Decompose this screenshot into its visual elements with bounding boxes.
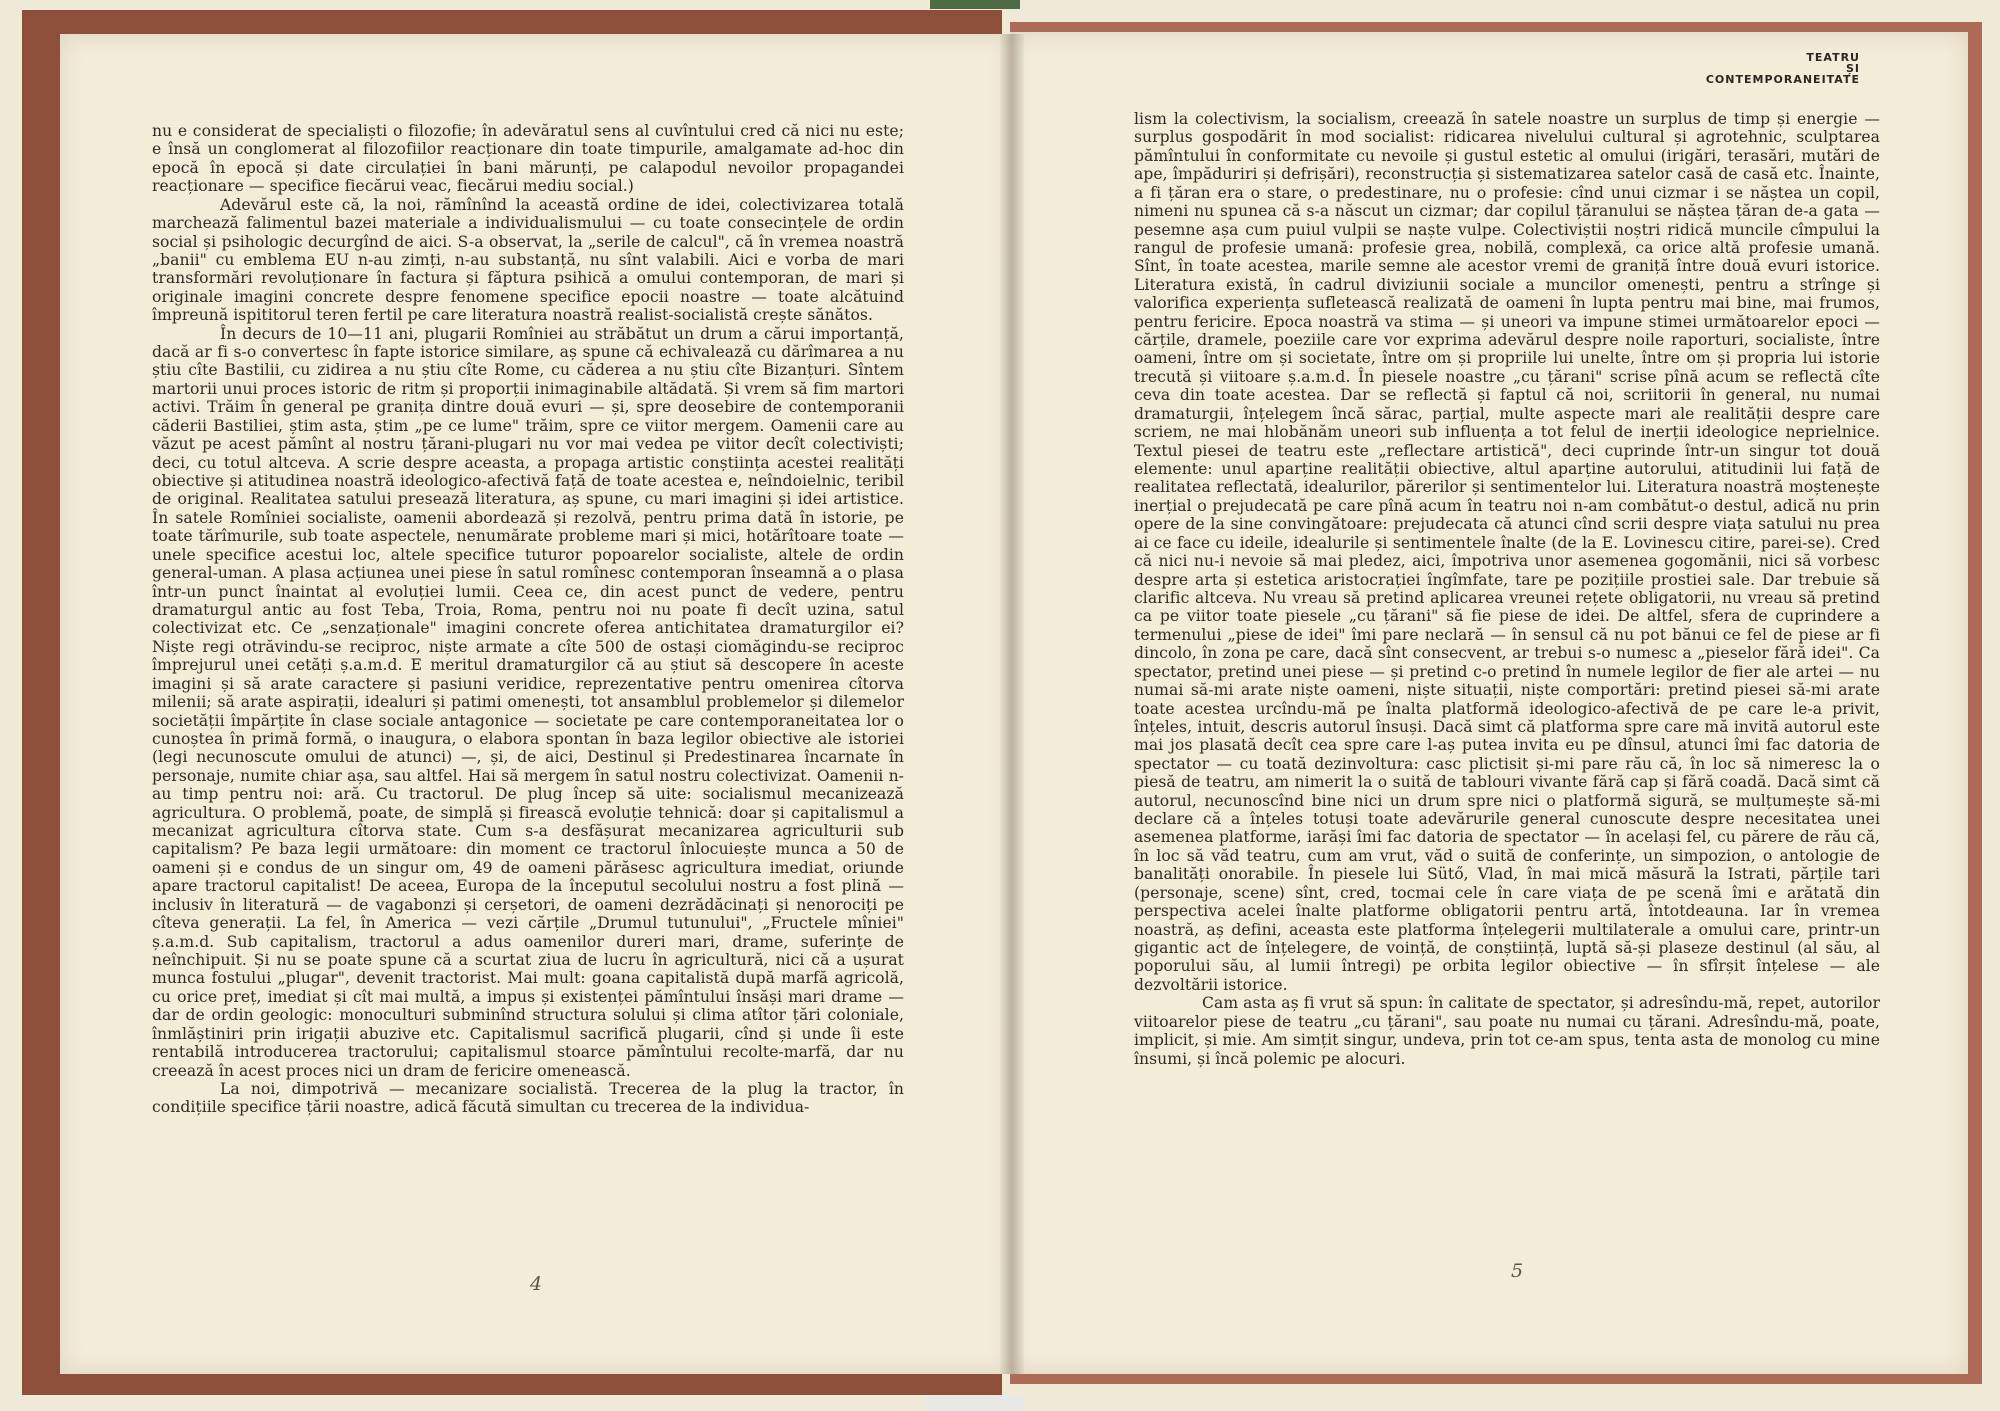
left-paragraph-3: În decurs de 10—11 ani, plugarii Romîniei au străbătut un drum a cărui importanță, dacă ar fi s-o convertesc în fapte istorice similare, aș spune că echivalează cu dărîmarea a nu știu cîte Bastilii, cu zidirea a nu știu cîte Rome, cu căderea a nu știu cîte Bizanțuri. Sîntem martorii unui proces istoric de ritm și proporții inimaginabile altădată. Și vrem să fim martori activi. Trăim în general pe granița dintre două evuri — și, spre deosebire de contemporanii căderii Bastiliei, știm asta, știm „pe ce lume" trăim, spre ce viitor mergem. Oamenii care au văzut pe acest pămînt al nostru țărani-plugari nu vor mai vedea pe viitor decît colectiviști; deci, cu totul altceva. A scrie despre aceasta, a propaga artistic conștiința acestei realități obiective și atitudinea noastră ideologico-afectivă față de toate acestea e, neîndoielnic, teribil de original. Realitatea satului presează literatura, aș spune, cu mari imagini și idei artistice. În satele Romîniei socialiste, oamenii abordează și rezolvă, pentru prima dată în istorie, pe toate tărîmurile, sub toate aspectele, nenumărate probleme mari și mici, hotărîtoare toate — unele specifice acestui loc, altele specifice tuturor popoarelor socialiste, altele de ordin general-uman. A plasa acțiunea unei piese în satul romînesc contemporan înseamnă a o plasa într-un punct înaintat al evoluției lumii. Ceea ce, din acest punct de vedere, pentru dramaturgul antic au fost Teba, Troia, Roma, pentru noi nu poate fi decît uzina, satul colectivizat etc. Ce „senzaționale" imagini concrete oferea antichitatea dramaturgilor ei? Niște regi otrăvindu-se reciproc, niște armate a cîte 500 de ostași ciomăgindu-se reciproc împrejurul unei cetăți ș.a.m.d. E meritul dramaturgilor că au știut să descopere în aceste imagini și să arate caractere și pasiuni veridice, reprezentative pentru omenirea cîtorva milenii; să arate aspirații, idealuri și patimi omenești, tot ansamblul problemelor și dilemelor societății împărțite în clase sociale antagonice — societate pe care contemporaneitatea lor o cunoștea în primă formă, o inaugura, o elabora spontan în baza legilor obiective ale istoriei (legi necunoscute omului de atunci) —, și, de aici, Destinul și Predestinarea încarnate în personaje, numite chiar așa, sau altfel. Hai să mergem în satul nostru colectivizat. Oamenii n-au timp pentru noi: ară. Cu tractorul. De plug încep să uite: socialismul mecanizează agricultura. O problemă, poate, de simplă și firească evoluție tehnică: doar și capitalismul a mecanizat agricultura cîtorva state. Cum s-a desfășurat mecanizarea agriculturii sub capitalism? Pe baza legii următoare: din moment ce tractorul înlocuiește munca a 50 de oameni și e condus de un singur om, 49 de oameni părăsesc agricultura imediat, oriunde apare tractorul capitalist! De aceea, Europa de la începutul secolului nostru a fost plină — inclusiv în literatură — de vagabonzi și cerșetori, de oameni dezrădăcinați și nenorociți pe cîteva generații. La fel, în America — vezi cărțile „Drumul tutunului", „Fructele mîniei" ș.a.m.d. Sub capitalism, tractorul a adus oamenilor dureri mari, drame, suferințe de neînchipuit. Și nu se poate spune că a scurtat ziua de lucru în agricultură, nici că a ușurat munca fostului „plugar", devenit tractorist. Mai mult: goana capitalistă după marfă agricolă, cu orice preț, imediat și cît mai multă, a impus și existenței pămîntului însăși mari drame — dar de ordin geologic: monoculturi subminînd structura solului și clima atîtor țări coloniale, înmlăștiniri prin irigații abuzive etc. Capitalismul sacrifică plugarii, cînd și unde îi este rentabilă introducerea tractorului; capitalismul stoarce pămîntului recolte-marfă, dar nu creează în acest proces nici un dram de fericire omenească. — [152, 324, 904, 1080]
running-head-line-3: CONTEMPORANEITATE — [1705, 73, 1860, 86]
page-number-left: 4 — [530, 1273, 543, 1295]
right-page-text — [1134, 110, 1880, 1068]
right-paragraph-2: Cam asta aș fi vrut să spun: în calitate de spectator, și adresîndu-mă, repet, autorilor viitoarelor piese de teatru „cu țărani", sau poate nu numai cu țărani. Adresîndu-mă, poate, implicit, și mie. Am simțit singur, undeva, prin tot ce-am spus, tenta asta de monolog cu mine însumi, și încă polemic pe alocuri. — [1134, 994, 1880, 1068]
left-paragraph-1: nu e considerat de specialiști o filozofie; în adevăratul sens al cuvîntului cred că nici nu este; e însă un conglomerat al filozofiilor reacționare din toate timpurile, amalgamate ad-hoc din epocă în epocă și date circulației în bani mărunți, pe calapodul nevoilor propagandei reacționare — specifice fiecărui veac, fiecărui mediu social.) — [152, 122, 904, 196]
running-head-line-1: TEATRU — [1806, 51, 1860, 64]
left-paragraph-2: Adevărul este că, la noi, rămînînd la această ordine de idei, colectivizarea totală marchează falimentul bazei materiale a individualismului — cu toate consecințele de ordin social și psihologic decurgînd de aici. S-a observat, la „serile de calcul", că în vremea noastră „banii" cu emblema EU n-au zimți, n-au substanță, nu sînt valabili. Aici e vorba de mari transformări revoluționare în factura și făptura psihică a omului contemporan, de mari și originale imagini concrete despre fenomene specifice epocii noastre — toate alcătuind împreună ispititorul teren fertil pe care literatura noastră realist-socialistă crește sănătos. — [152, 195, 904, 325]
book-spine-edge — [930, 0, 1020, 9]
book-gutter — [1000, 34, 1024, 1374]
running-head-line-2: ȘI — [1845, 62, 1860, 75]
running-head — [1640, 52, 1860, 85]
page-number-right: 5 — [1511, 1260, 1524, 1282]
left-page-text — [152, 122, 904, 1117]
right-paragraph-1: lism la colectivism, la socialism, creează în satele noastre un surplus de timp și energie — surplus gospodărit în mod socialist: ridicarea nivelului cultural și agrotehnic, sculptarea pămîntului în conformitate cu nevoile și gustul estetic al omului (irigări, terasări, mutări de ape, împăduriri și defrișări), reconstrucția și sistematizarea satelor casă de casă etc. Înainte, a fi țăran era o stare, o predestinare, nu o profesie: cînd unui cizmar i se năștea un copil, nimeni nu spunea că s-a născut un cizmar; dar copilul țăranului se năștea țăran de-a gata — pesemne așa cum puiul vulpii se naște vulpe. Colectiviștii noștri ridică muncile cîmpului la rangul de profesie umană: profesie grea, nobilă, complexă, ca orice altă profesie umană. Sînt, în toate acestea, marile semne ale acestor vremi de graniță între două evuri istorice. Literatura există, în cadrul diviziunii sociale a muncilor omenești, pentru a strînge și valorifica experiența sufletească realizată de oameni în lupta pentru mai bine, mai frumos, pentru fericire. Epoca noastră va stima — și uneori va impune stimei următoarelor epoci — cărțile, dramele, poeziile care vor exprima adevărul despre noile raporturi, socialiste, între oameni, între om și societate, între om și propriile lui unelte, între om și propria lui istorie trecută și viitoare ș.a.m.d. În piesele noastre „cu țărani" scrise pînă acum se reflectă cîte ceva din toate acestea. Dar se reflectă și faptul că noi, scriitorii în general, nu numai dramaturgii, înțelegem încă sărac, parțial, multe aspecte mari ale realității despre care scriem, ne mai hlobănăm uneori sub influența a tot felul de inerții ideologice neprielnice. Textul piesei de teatru este „reflectare artistică", deci cuprinde într-un singur tot două elemente: unul aparține realității obiective, altul aparține autorului, atitudinii lui față de realitatea reflectată, idealurilor, părerilor și sentimentelor lui. Literatura noastră moștenește inerțial o prejudecată pe care pînă acum în teatru noi n-am combătut-o destul, adică nu prin opere de la sine convingătoare: prejudecata că atunci cînd scrii despre viața satului nu prea ai ce face cu ideile, idealurile și sentimentele înalte (de la E. Lovinescu citire, parei-se). Cred că nici nu-i nevoie să mai pledez, aici, împotriva unor asemenea gogomănii, nici să vorbesc despre arta și estetica aristocrației îngîmfate, tare pe pozițiile prostiei sale. Dar trebuie să clarific altceva. Nu vreau să pretind aplicarea vreunei rețete obligatorii, nu vreau să pretind ca pe viitor toate piesele „cu țărani" să fie piese de idei. De altfel, sfera de cuprindere a termenului „piese de idei" îmi pare neclară — în sensul că nu pot bănui ce fel de piese ar fi dincolo, în zona pe care, dacă sînt consecvent, ar trebui s-o numesc a „pieselor fără idei". Ca spectator, pretind unei piese — și pretind c-o pretind în numele legilor de fier ale artei — nu numai să-mi arate niște oameni, niște situații, niște comportări: pretind piesei să-mi arate toate acestea urcîndu-mă pe înalta platformă ideologico-afectivă de pe care le-a privit, înțeles, intuit, descris autorul însuși. Dacă simt că platforma spre care mă invită autorul este mai jos plasată decît cea spre care l-aș putea invita eu pe dînsul, atunci îmi fac datoria de spectator — cu toată dezinvoltura: casc plictisit și-mi pare rău că, în loc să nimeresc la o piesă de teatru, am nimerit la o suită de tablouri vivante fără cap și fără coadă. Dacă simt că autorul, necunoscînd bine nici un drum spre nici o platformă sigură, se mulțumește să-mi declare că a înțeles totuși toate adevărurile general cunoscute despre necesitatea unei asemenea platforme, iarăși îmi fac datoria de spectator — în același fel, cu părere de rău că, în loc să văd teatru, cum am vrut, văd o suită de conferințe, un simpozion, o antologie de banalități onorabile. În piesele lui Sütő, Vlad, în mai mică măsură la Istrati, părțile tari (personaje, scene) sînt, cred, tocmai cele în care viața de pe scenă îmi e arătată din perspectiva acelei înalte platforme obligatorii pentru artă, întotdeauna. Iar în vremea noastră, aș defini, aceasta este platforma înțelegerii multilaterale a omului care, printr-un gigantic act de înțelegere, de voință, de conștiință, luptă să-și plaseze destinul (al său, al poporului său, al lumii întregi) pe orbita legilor obiective — în sfîrșit înțelese — ale dezvoltării istorice. — [1134, 110, 1880, 994]
left-paragraph-4: La noi, dimpotrivă — mecanizare socialistă. Trecerea de la plug la tractor, în condițiile specifice țării noastre, adică făcută simultan cu trecerea de la individua- — [152, 1079, 904, 1117]
table-surface — [925, 1396, 1025, 1411]
